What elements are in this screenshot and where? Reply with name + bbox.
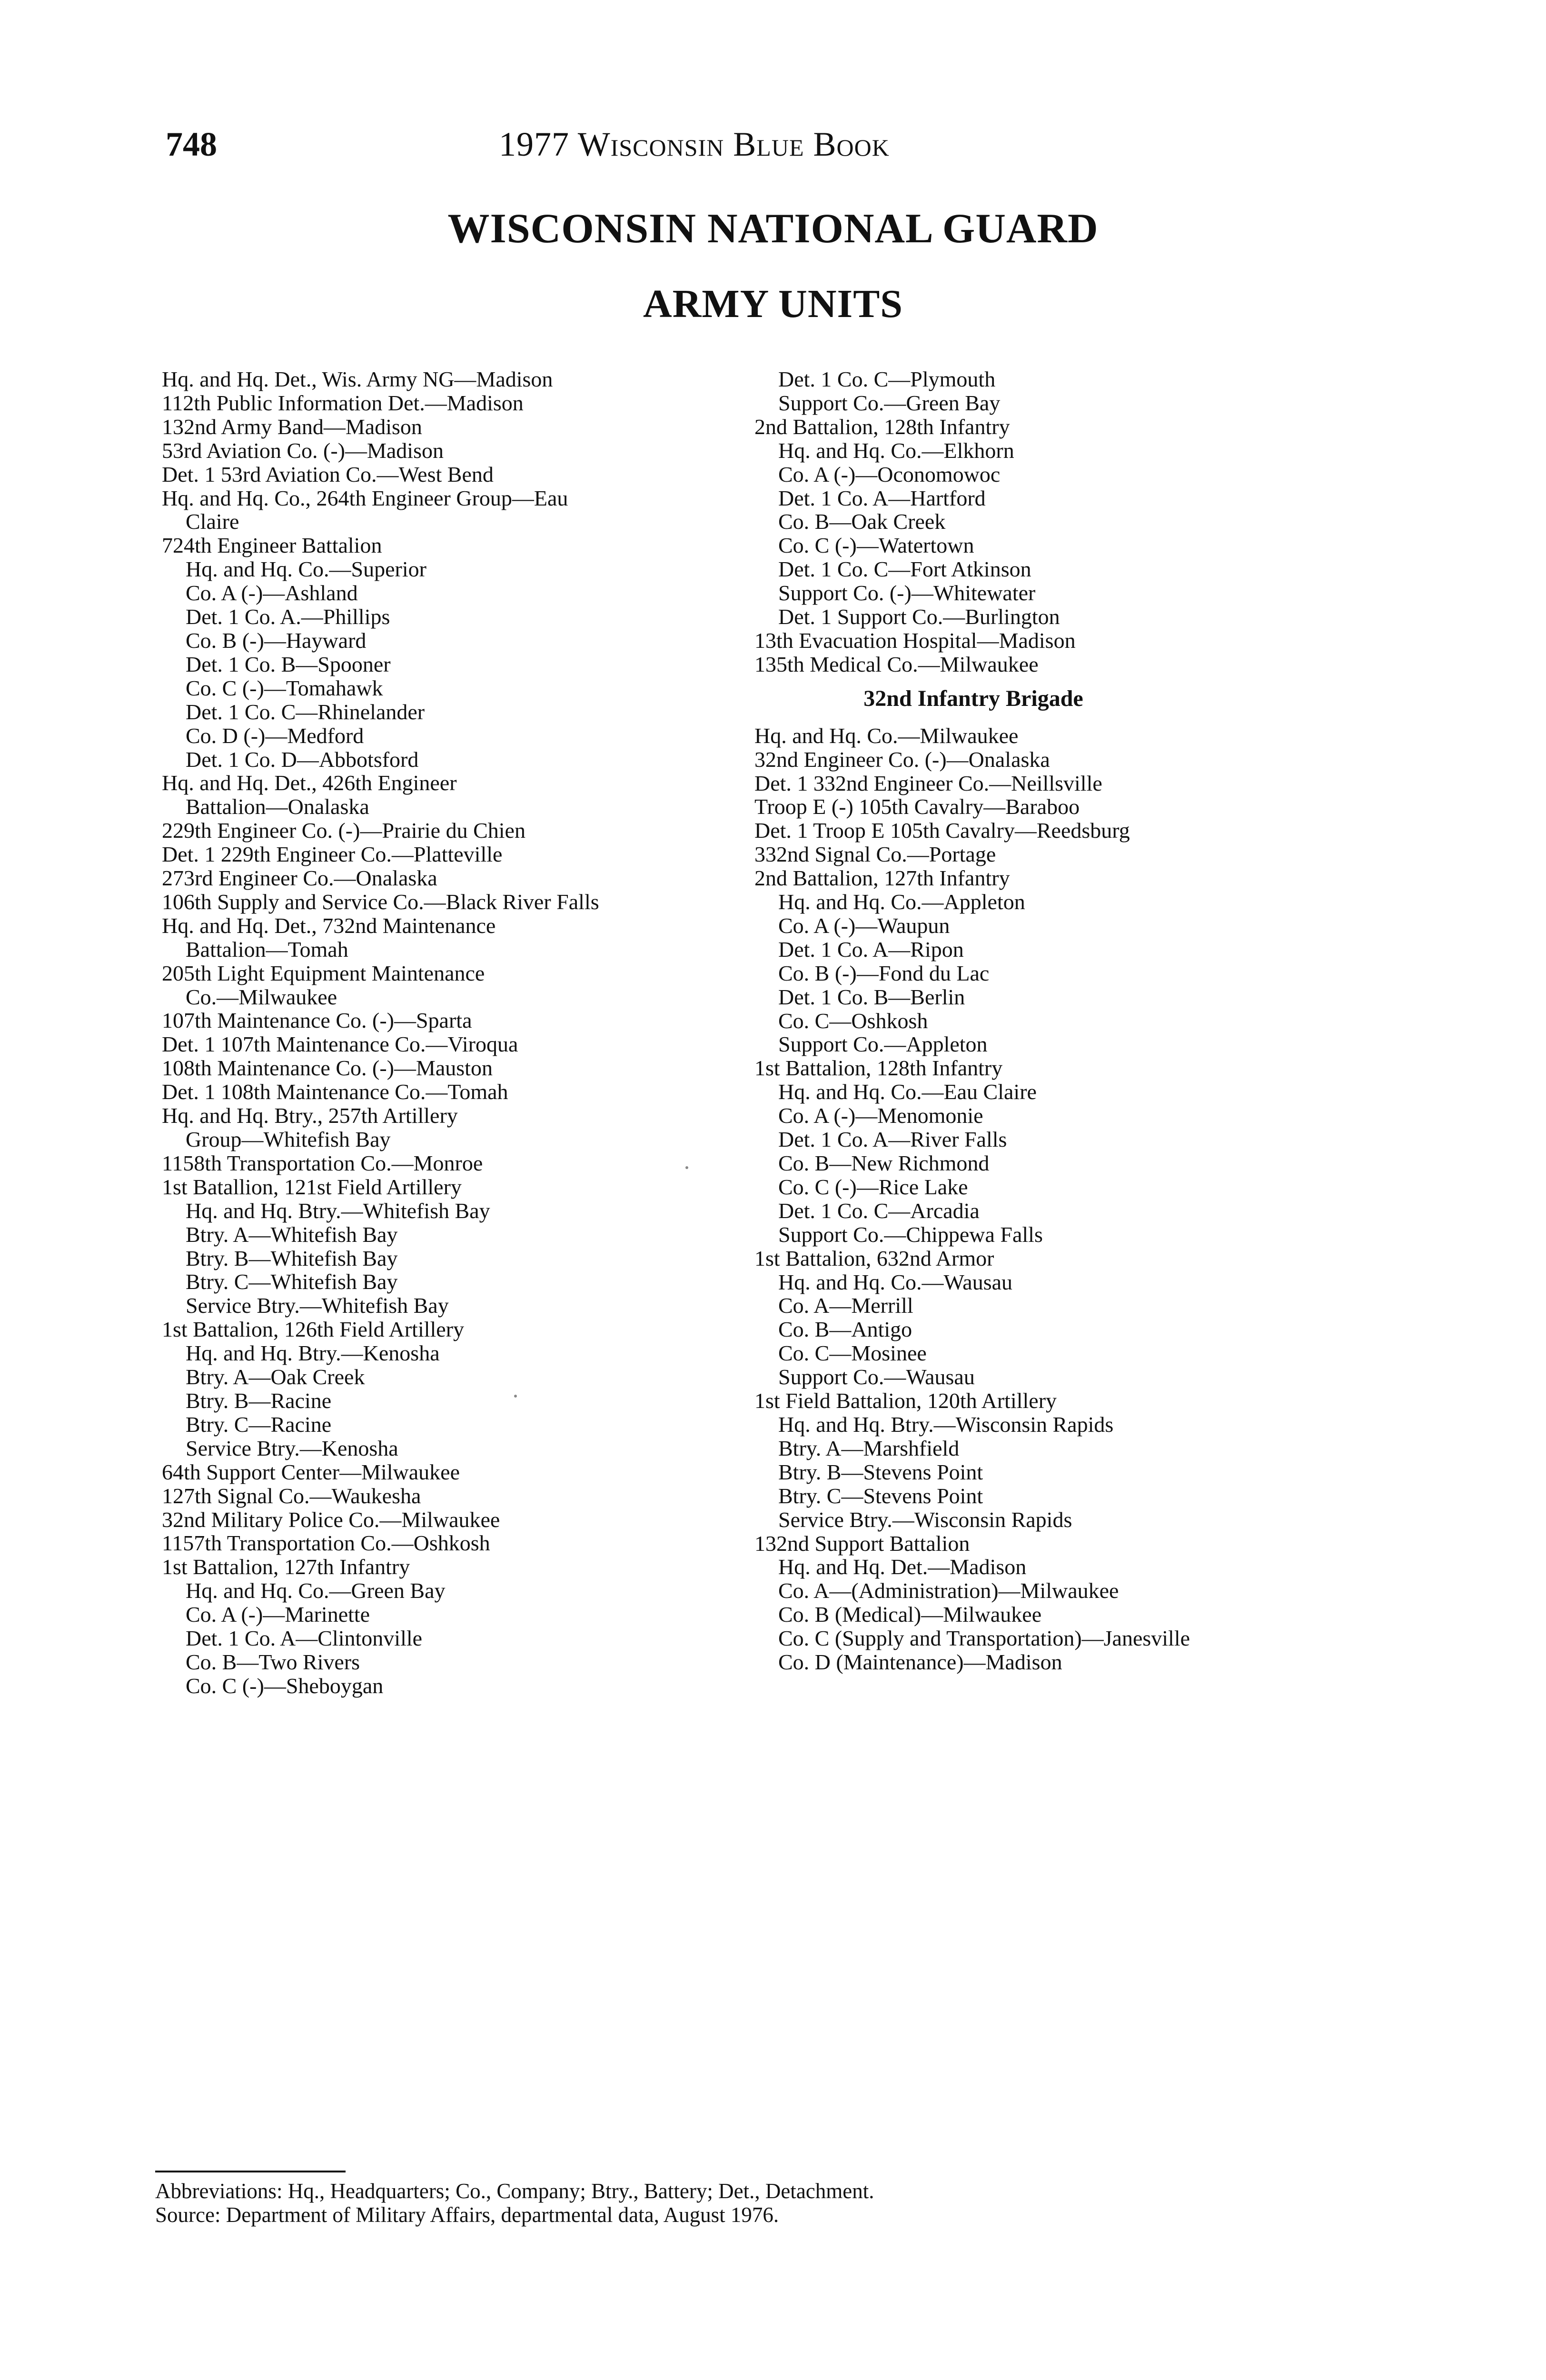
- unit-entry: Det. 1 Co. A—Clintonville: [186, 1626, 423, 1651]
- unit-entry: 332nd Signal Co.—Portage: [754, 842, 996, 867]
- page-number: 748: [166, 125, 217, 163]
- unit-entry: 132nd Army Band—Madison: [162, 414, 422, 439]
- unit-entry: 107th Maintenance Co. (-)—Sparta: [162, 1008, 472, 1033]
- unit-entry: 2nd Battalion, 127th Infantry: [754, 866, 1010, 891]
- unit-entry: Det. 1 Co. A—Ripon: [778, 937, 964, 962]
- unit-entry: Hq. and Hq. Co.—Eau Claire: [778, 1080, 1037, 1104]
- unit-entry: Co. B—Antigo: [778, 1317, 912, 1342]
- unit-entry: 132nd Support Battalion: [754, 1531, 970, 1556]
- unit-entry: Det. 1 Co. A—Hartford: [778, 486, 986, 510]
- unit-entry: Hq. and Hq. Co., 264th Engineer Group—Eau: [162, 486, 568, 510]
- unit-entry: Hq. and Hq. Co.—Appleton: [778, 890, 1025, 914]
- unit-entry: 106th Supply and Service Co.—Black River Falls: [162, 889, 599, 914]
- page-title: WISCONSIN NATIONAL GUARD: [447, 206, 1099, 252]
- unit-entry: Hq. and Hq. Co.—Green Bay: [186, 1578, 446, 1603]
- unit-entry: 135th Medical Co.—Milwaukee: [754, 652, 1039, 676]
- unit-entry: Hq. and Hq. Btry.—Whitefish Bay: [186, 1198, 490, 1223]
- unit-entry: Btry. A—Oak Creek: [186, 1365, 365, 1389]
- unit-entry: Co. A (-)—Ashland: [186, 581, 358, 605]
- right-column-upper-list: [754, 367, 1373, 676]
- unit-entry: 1st Battalion, 126th Field Artillery: [162, 1317, 465, 1342]
- unit-entry: Btry. C—Whitefish Bay: [186, 1269, 398, 1294]
- abbreviations-note: Abbreviations: Hq., Headquarters; Co., Company; Btry., Battery; Det., Detachment.: [155, 2179, 874, 2203]
- unit-entry: Co. B (Medical)—Milwaukee: [778, 1602, 1042, 1627]
- unit-entry: 1st Field Battalion, 120th Artillery: [754, 1388, 1057, 1413]
- right-column: [754, 367, 1373, 1674]
- unit-entry: Co. A—(Administration)—Milwaukee: [778, 1578, 1119, 1603]
- unit-entry: Det. 1 229th Engineer Co.—Platteville: [162, 842, 503, 867]
- unit-entry: 127th Signal Co.—Waukesha: [162, 1483, 421, 1508]
- unit-entry: Hq. and Hq. Co.—Superior: [186, 557, 426, 582]
- unit-entry: Co. C (-)—Tomahawk: [186, 675, 383, 700]
- unit-entry: Co.—Milwaukee: [186, 984, 337, 1009]
- unit-entry: 32nd Military Police Co.—Milwaukee: [162, 1507, 500, 1532]
- unit-entry: Btry. B—Whitefish Bay: [186, 1246, 398, 1270]
- unit-entry: Service Btry.—Wisconsin Rapids: [778, 1507, 1072, 1532]
- unit-entry: Hq. and Hq. Det., 426th Engineer: [162, 771, 457, 795]
- unit-entry: Hq. and Hq. Det.—Madison: [778, 1555, 1027, 1579]
- unit-entry: 1st Battalion, 128th Infantry: [754, 1056, 1003, 1081]
- unit-entry: Btry. B—Stevens Point: [778, 1459, 983, 1484]
- footnotes: [155, 2179, 874, 2227]
- unit-entry: Btry. A—Whitefish Bay: [186, 1222, 398, 1247]
- unit-entry: 2nd Battalion, 128th Infantry: [754, 414, 1010, 439]
- running-header: [166, 125, 1365, 168]
- unit-entry: Support Co.—Wausau: [778, 1365, 975, 1389]
- unit-entry: Hq. and Hq. Co.—Elkhorn: [778, 438, 1014, 463]
- unit-entry: 112th Public Information Det.—Madison: [162, 390, 524, 415]
- unit-entry: 273rd Engineer Co.—Onalaska: [162, 866, 437, 891]
- unit-entry: Co. C (-)—Watertown: [778, 533, 974, 558]
- source-note: Source: Department of Military Affairs, departmental data, August 1976.: [155, 2203, 779, 2227]
- unit-entry: Battalion—Tomah: [186, 937, 348, 962]
- unit-entry: Hq. and Hq. Co.—Wausau: [778, 1269, 1013, 1294]
- unit-entry: Support Co.—Appleton: [778, 1032, 988, 1057]
- unit-entry: Support Co.—Green Bay: [778, 390, 1001, 415]
- unit-entry: Det. 1 Co. B—Spooner: [186, 652, 391, 676]
- unit-entry: Battalion—Onalaska: [186, 794, 369, 819]
- unit-entry: 229th Engineer Co. (-)—Prairie du Chien: [162, 818, 525, 843]
- scan-speck: [514, 1395, 517, 1398]
- unit-entry: Support Co.—Chippewa Falls: [778, 1222, 1043, 1247]
- unit-entry: Co. A (-)—Menomonie: [778, 1103, 983, 1128]
- unit-entry: 13th Evacuation Hospital—Madison: [754, 628, 1076, 653]
- unit-entry: Support Co. (-)—Whitewater: [778, 581, 1036, 605]
- book-title: [499, 125, 890, 164]
- unit-entry: Service Btry.—Whitefish Bay: [186, 1293, 449, 1318]
- unit-entry: Co. A (-)—Oconomowoc: [778, 462, 1001, 486]
- unit-entry: 724th Engineer Battalion: [162, 533, 382, 558]
- unit-entry: Det. 1 Co. C—Fort Atkinson: [778, 557, 1031, 582]
- footnote-divider: [155, 2171, 346, 2172]
- book-year: 1977: [499, 125, 569, 163]
- unit-entry: Hq. and Hq. Det., Wis. Army NG—Madison: [162, 367, 553, 391]
- scan-speck: [685, 1166, 688, 1169]
- unit-entry: Hq. and Hq. Btry.—Wisconsin Rapids: [778, 1412, 1114, 1437]
- unit-entry: Det. 1 332nd Engineer Co.—Neillsville: [754, 771, 1102, 795]
- unit-entry: Co. D (Maintenance)—Madison: [778, 1650, 1062, 1675]
- unit-entry: 1st Batallion, 121st Field Artillery: [162, 1174, 462, 1199]
- unit-entry: 1st Battalion, 632nd Armor: [754, 1246, 994, 1270]
- left-column: [162, 367, 733, 1698]
- page-subtitle: ARMY UNITS: [643, 282, 903, 326]
- unit-entry: Det. 1 Co. A—River Falls: [778, 1127, 1007, 1152]
- unit-entry: Hq. and Hq. Btry., 257th Artillery: [162, 1103, 458, 1128]
- unit-entry: 53rd Aviation Co. (-)—Madison: [162, 438, 444, 463]
- unit-entry: Group—Whitefish Bay: [186, 1127, 391, 1151]
- unit-entry: 205th Light Equipment Maintenance: [162, 961, 485, 985]
- unit-entry: Btry. C—Racine: [186, 1412, 332, 1437]
- unit-entry: Det. 1 Co. D—Abbotsford: [186, 747, 419, 772]
- book-word-book: Book: [813, 125, 890, 163]
- unit-entry: Troop E (-) 105th Cavalry—Baraboo: [754, 794, 1080, 819]
- unit-entry: Det. 1 107th Maintenance Co.—Viroqua: [162, 1032, 518, 1057]
- unit-entry: Co. B (-)—Hayward: [186, 628, 367, 653]
- unit-entry: Co. D (-)—Medford: [186, 723, 364, 748]
- unit-entry: Co. B (-)—Fond du Lac: [778, 961, 990, 985]
- unit-entry: Co. A (-)—Marinette: [186, 1602, 370, 1627]
- unit-entry: Hq. and Hq. Btry.—Kenosha: [186, 1341, 440, 1366]
- unit-entry: Det. 1 Co. C—Plymouth: [778, 367, 996, 391]
- unit-entry: 32nd Engineer Co. (-)—Onalaska: [754, 747, 1050, 772]
- unit-entry: Service Btry.—Kenosha: [186, 1436, 398, 1460]
- right-column-lower-list: [754, 724, 1373, 1674]
- unit-entry: Det. 1 Co. C—Rhinelander: [186, 699, 425, 724]
- unit-entry: Claire: [186, 509, 239, 534]
- book-word-blue: Blue: [733, 125, 804, 163]
- unit-entry: Co. A—Merrill: [778, 1293, 913, 1318]
- unit-entry: Co. B—Oak Creek: [778, 509, 946, 534]
- unit-entry: Det. 1 Co. B—Berlin: [778, 984, 965, 1009]
- unit-entry: Co. C (-)—Sheboygan: [186, 1673, 384, 1698]
- unit-entry: 108th Maintenance Co. (-)—Mauston: [162, 1056, 493, 1081]
- unit-entry: Hq. and Hq. Det., 732nd Maintenance: [162, 913, 496, 938]
- unit-entry: Btry. C—Stevens Point: [778, 1483, 983, 1508]
- unit-entry: Co. C (Supply and Transportation)—Janesville: [778, 1626, 1190, 1651]
- unit-entry: Hq. and Hq. Co.—Milwaukee: [754, 723, 1019, 748]
- unit-entry: Co. C—Oshkosh: [778, 1008, 928, 1033]
- book-word-wisconsin: Wisconsin: [577, 125, 724, 163]
- unit-entry: 1st Battalion, 127th Infantry: [162, 1555, 410, 1579]
- unit-entry: Det. 1 Support Co.—Burlington: [778, 605, 1060, 629]
- unit-entry: Co. A (-)—Waupun: [778, 913, 950, 938]
- unit-entry: Co. C—Mosinee: [778, 1341, 927, 1366]
- unit-entry: Co. C (-)—Rice Lake: [778, 1174, 968, 1199]
- unit-entry: 1157th Transportation Co.—Oshkosh: [162, 1531, 490, 1556]
- unit-entry: Det. 1 Troop E 105th Cavalry—Reedsburg: [754, 818, 1130, 843]
- unit-entry: Co. B—Two Rivers: [186, 1649, 360, 1674]
- section-heading-32nd-infantry-brigade: 32nd Infantry Brigade: [863, 685, 1083, 711]
- unit-entry: Btry. A—Marshfield: [778, 1436, 960, 1460]
- unit-entry: Btry. B—Racine: [186, 1388, 332, 1413]
- unit-entry: Det. 1 108th Maintenance Co.—Tomah: [162, 1080, 508, 1104]
- unit-entry: Det. 1 Co. A.—Phillips: [186, 605, 390, 629]
- unit-entry: Det. 1 53rd Aviation Co.—West Bend: [162, 462, 494, 486]
- unit-entry: Det. 1 Co. C—Arcadia: [778, 1198, 980, 1223]
- unit-entry: 64th Support Center—Milwaukee: [162, 1459, 460, 1484]
- unit-entry: Co. B—New Richmond: [778, 1151, 990, 1175]
- unit-entry: 1158th Transportation Co.—Monroe: [162, 1150, 483, 1175]
